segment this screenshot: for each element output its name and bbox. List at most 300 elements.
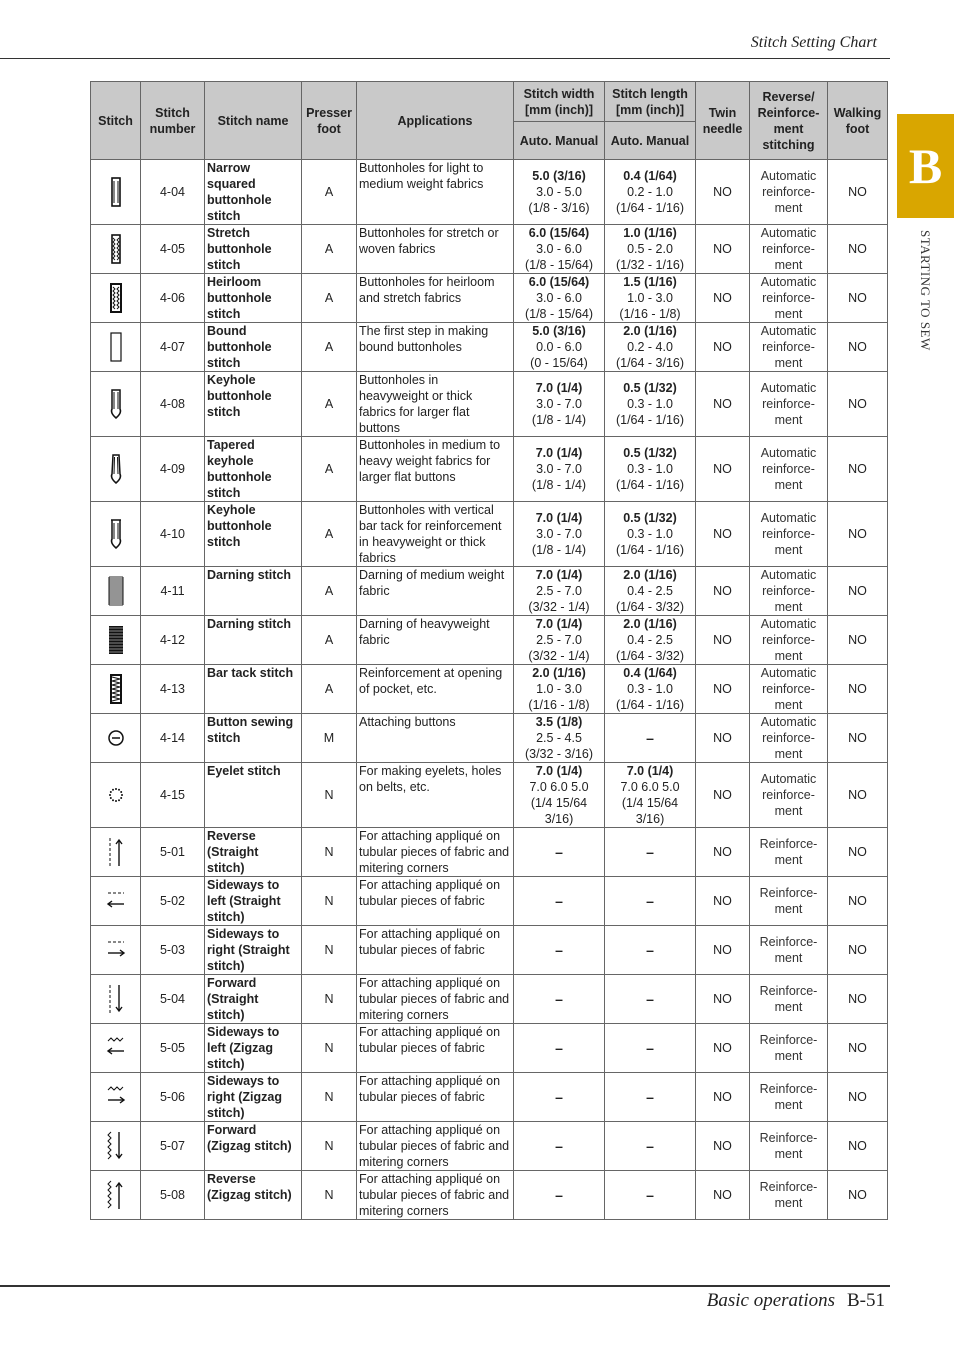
applications: For attaching appliqué on tubular pieces of fabric and mitering corners [357,1171,514,1220]
stitch-length-auto: – [646,1186,654,1203]
twin-needle: NO [696,1073,750,1122]
applications: Buttonholes with vertical bar tack for reinforcement in heavyweight or thick fabrics [357,502,514,567]
stitch-number: 4-08 [141,372,205,437]
stitch-width [514,714,605,763]
stitch-icon-cell [91,567,141,616]
stitch-length-manual: 0.4 - 2.5 (1/64 - 3/32) [615,584,685,614]
stitch-width [514,1171,605,1220]
presser-foot: A [302,437,357,502]
stitch-width-auto: 5.0 (3/16) [532,169,586,183]
stitch-width [514,616,605,665]
stitch-width-manual: 7.0 6.0 5.0 (1/4 15/64 3/16) [529,780,589,826]
sideways-left-zigzag-icon [106,1031,126,1065]
sideways-right-zigzag-icon [106,1080,126,1114]
reverse-reinforcement: Reinforce-ment [750,1122,828,1171]
stitch-length [605,714,696,763]
reverse-reinforcement: Automatic reinforce-ment [750,502,828,567]
stitch-length-auto: – [646,1088,654,1105]
stitch-name: Forward (Zigzag stitch) [205,1122,302,1171]
stitch-number: 4-11 [141,567,205,616]
walking-foot: NO [828,225,888,274]
twin-needle: NO [696,567,750,616]
table-row [91,714,888,763]
stitch-icon-cell [91,160,141,225]
twin-needle: NO [696,274,750,323]
forward-straight-icon [106,982,126,1016]
stitch-length-manual: 0.3 - 1.0 (1/64 - 1/16) [615,682,685,712]
stitch-number: 4-12 [141,616,205,665]
stitch-width-manual: 3.0 - 7.0 (1/8 - 1/4) [531,462,587,492]
twin-needle: NO [696,975,750,1024]
stitch-icon-cell [91,372,141,437]
stitch-length-auto: 1.5 (1/16) [623,275,677,289]
applications: Buttonholes for light to medium weight fabrics [357,160,514,225]
stitch-width-auto: – [555,1088,563,1105]
stretch-buttonhole-icon [106,232,126,266]
header-applications: Applications [357,82,514,160]
presser-foot: A [302,323,357,372]
presser-foot: A [302,502,357,567]
stitch-icon-cell [91,1073,141,1122]
heirloom-buttonhole-icon [106,281,126,315]
presser-foot: N [302,828,357,877]
stitch-length-auto: – [646,941,654,958]
stitch-length [605,502,696,567]
header-stitch-name: Stitch name [205,82,302,160]
applications: Buttonholes for heirloom and stretch fabrics [357,274,514,323]
stitch-width [514,567,605,616]
stitch-number: 5-03 [141,926,205,975]
stitch-icon-cell [91,828,141,877]
stitch-length-auto: – [646,729,654,746]
twin-needle: NO [696,665,750,714]
twin-needle: NO [696,828,750,877]
table-row [91,502,888,567]
table-row [91,372,888,437]
walking-foot: NO [828,926,888,975]
reverse-reinforcement: Automatic reinforce-ment [750,225,828,274]
forward-zigzag-icon [106,1129,126,1163]
stitch-name: Sideways to left (Straight stitch) [205,877,302,926]
stitch-width-auto: 6.0 (15/64) [528,275,590,289]
stitch-length [605,877,696,926]
stitch-length-auto: 0.5 (1/32) [623,446,677,460]
stitch-width-auto: – [555,1186,563,1203]
stitch-width [514,975,605,1024]
presser-foot: A [302,372,357,437]
walking-foot: NO [828,323,888,372]
reverse-reinforcement: Automatic reinforce-ment [750,714,828,763]
applications: Darning of medium weight fabric [357,567,514,616]
table-row [91,274,888,323]
reverse-reinforcement: Automatic reinforce-ment [750,274,828,323]
applications: Buttonholes in heavyweight or thick fabrics for larger flat buttons [357,372,514,437]
stitch-name: Tapered keyhole buttonhole stitch [205,437,302,502]
presser-foot: A [302,616,357,665]
reverse-reinforcement: Automatic reinforce-ment [750,665,828,714]
stitch-width-manual: 1.0 - 3.0 (1/16 - 1/8) [528,682,590,712]
stitch-length [605,274,696,323]
stitch-length-manual: 1.0 - 3.0 (1/16 - 1/8) [619,291,681,321]
twin-needle: NO [696,372,750,437]
applications: For making eyelets, holes on belts, etc. [357,763,514,828]
table-row [91,567,888,616]
stitch-icon-cell [91,877,141,926]
header-stitch-width: Stitch width [mm (inch)] [514,82,605,122]
stitch-icon-cell [91,502,141,567]
presser-foot: N [302,1024,357,1073]
bound-buttonhole-icon [106,330,126,364]
reverse-reinforcement: Automatic reinforce-ment [750,160,828,225]
stitch-number: 5-06 [141,1073,205,1122]
stitch-length-manual: 0.4 - 2.5 (1/64 - 3/32) [615,633,685,663]
header-length-auto-manual: Auto. Manual [605,122,696,160]
stitch-number: 5-08 [141,1171,205,1220]
stitch-number: 4-05 [141,225,205,274]
stitch-number: 5-01 [141,828,205,877]
stitch-width [514,763,605,828]
stitch-icon-cell [91,225,141,274]
stitch-length [605,437,696,502]
reverse-reinforcement: Automatic reinforce-ment [750,616,828,665]
header-stitch-length: Stitch length [mm (inch)] [605,82,696,122]
reverse-reinforcement: Automatic reinforce-ment [750,323,828,372]
header-stitch-number: Stitch number [141,82,205,160]
footer-divider [0,1285,890,1287]
stitch-length [605,372,696,437]
twin-needle: NO [696,160,750,225]
table-row [91,225,888,274]
stitch-name: Darning stitch [205,567,302,616]
walking-foot: NO [828,877,888,926]
stitch-icon-cell [91,1122,141,1171]
applications: Reinforcement at opening of pocket, etc. [357,665,514,714]
stitch-length-auto: 0.4 (1/64) [623,169,677,183]
stitch-name: Sideways to left (Zigzag stitch) [205,1024,302,1073]
walking-foot: NO [828,1073,888,1122]
twin-needle: NO [696,763,750,828]
stitch-width-auto: 7.0 (1/4) [535,381,583,395]
stitch-number: 4-07 [141,323,205,372]
stitch-length-auto: 0.5 (1/32) [623,381,677,395]
header-reverse-reinforcement: Reverse/ Reinforce-ment stitching [750,82,828,160]
stitch-width-auto: 3.5 (1/8) [535,715,583,729]
stitch-name: Sideways to right (Straight stitch) [205,926,302,975]
twin-needle: NO [696,1171,750,1220]
stitch-width-auto: 5.0 (3/16) [532,324,586,338]
stitch-icon-cell [91,714,141,763]
header-twin-needle: Twin needle [696,82,750,160]
stitch-length-auto: – [646,990,654,1007]
table-row [91,1073,888,1122]
header-presser-foot: Presser foot [302,82,357,160]
stitch-length-auto: 1.0 (1/16) [623,226,677,240]
stitch-width [514,502,605,567]
stitch-width [514,274,605,323]
applications: For attaching appliqué on tubular pieces of fabric and mitering corners [357,828,514,877]
applications: Buttonholes in medium to heavy weight fabrics for larger flat buttons [357,437,514,502]
applications: For attaching appliqué on tubular pieces of fabric [357,926,514,975]
table-row [91,763,888,828]
reverse-reinforcement: Reinforce-ment [750,1171,828,1220]
page-footer [707,1290,885,1312]
walking-foot: NO [828,372,888,437]
stitch-width [514,160,605,225]
applications: For attaching appliqué on tubular pieces of fabric [357,1024,514,1073]
twin-needle: NO [696,714,750,763]
table-row [91,323,888,372]
stitch-number: 5-05 [141,1024,205,1073]
table-row [91,926,888,975]
presser-foot: N [302,1171,357,1220]
walking-foot: NO [828,502,888,567]
stitch-width-auto: – [555,1039,563,1056]
presser-foot: N [302,763,357,828]
stitch-name: Reverse (Zigzag stitch) [205,1171,302,1220]
applications: The first step in making bound buttonholes [357,323,514,372]
stitch-length-auto: 2.0 (1/16) [623,617,677,631]
stitch-length [605,665,696,714]
stitch-name: Narrow squared buttonhole stitch [205,160,302,225]
sideways-right-straight-icon [106,933,126,967]
table-row [91,975,888,1024]
stitch-length-manual: 0.3 - 1.0 (1/64 - 1/16) [615,527,685,557]
presser-foot: M [302,714,357,763]
stitch-width-manual: 3.0 - 6.0 (1/8 - 15/64) [524,291,594,321]
stitch-width-auto: – [555,990,563,1007]
walking-foot: NO [828,714,888,763]
stitch-length [605,1073,696,1122]
stitch-icon-cell [91,665,141,714]
stitch-icon-cell [91,323,141,372]
chapter-side-label: STARTING TO SEW [918,230,933,351]
header-width-auto-manual: Auto. Manual [514,122,605,160]
reverse-reinforcement: Automatic reinforce-ment [750,372,828,437]
stitch-length [605,763,696,828]
footer-page-number: B-51 [847,1290,885,1311]
header-stitch: Stitch [91,82,141,160]
table-row [91,1122,888,1171]
presser-foot: A [302,665,357,714]
stitch-length [605,828,696,877]
stitch-width-auto: – [555,843,563,860]
stitch-width [514,828,605,877]
darning-medium-icon [106,574,126,608]
darning-heavy-icon [106,623,126,657]
stitch-width-manual: 2.5 - 4.5 (3/32 - 3/16) [524,731,594,761]
applications: For attaching appliqué on tubular pieces of fabric and mitering corners [357,1122,514,1171]
stitch-width [514,437,605,502]
stitch-length-auto: 0.5 (1/32) [623,511,677,525]
walking-foot: NO [828,274,888,323]
walking-foot: NO [828,567,888,616]
stitch-setting-table [90,81,888,1220]
stitch-length-auto: 2.0 (1/16) [623,568,677,582]
header-divider [0,58,890,59]
table-row [91,437,888,502]
applications: For attaching appliqué on tubular pieces of fabric [357,877,514,926]
stitch-width [514,877,605,926]
twin-needle: NO [696,616,750,665]
stitch-length-manual: 0.3 - 1.0 (1/64 - 1/16) [615,462,685,492]
table-row [91,665,888,714]
stitch-length [605,1171,696,1220]
twin-needle: NO [696,926,750,975]
twin-needle: NO [696,225,750,274]
stitch-width-auto: 7.0 (1/4) [535,764,583,778]
twin-needle: NO [696,877,750,926]
stitch-length-auto: – [646,1039,654,1056]
reverse-reinforcement: Reinforce-ment [750,926,828,975]
stitch-number: 5-07 [141,1122,205,1171]
presser-foot: N [302,926,357,975]
stitch-number: 4-06 [141,274,205,323]
stitch-icon-cell [91,1171,141,1220]
stitch-name: Darning stitch [205,616,302,665]
stitch-length [605,1024,696,1073]
stitch-length-auto: 0.4 (1/64) [623,666,677,680]
stitch-width-manual: 3.0 - 7.0 (1/8 - 1/4) [531,527,587,557]
walking-foot: NO [828,160,888,225]
walking-foot: NO [828,616,888,665]
twin-needle: NO [696,1122,750,1171]
stitch-length-auto: 7.0 (1/4) [626,764,674,778]
presser-foot: A [302,160,357,225]
stitch-width-auto: 7.0 (1/4) [535,446,583,460]
stitch-length-manual: 0.2 - 4.0 (1/64 - 3/16) [615,340,685,370]
chapter-tab: B [897,114,954,218]
stitch-length-manual: 7.0 6.0 5.0 (1/4 15/64 3/16) [620,780,680,826]
reverse-reinforcement: Reinforce-ment [750,975,828,1024]
stitch-name: Eyelet stitch [205,763,302,828]
stitch-width-manual: 3.0 - 5.0 (1/8 - 3/16) [528,185,590,215]
stitch-width [514,665,605,714]
keyhole-buttonhole-icon [106,387,126,421]
walking-foot: NO [828,828,888,877]
presser-foot: N [302,1122,357,1171]
stitch-width-manual: 3.0 - 6.0 (1/8 - 15/64) [524,242,594,272]
keyhole-bartack-buttonhole-icon [106,517,126,551]
walking-foot: NO [828,763,888,828]
stitch-number: 4-15 [141,763,205,828]
reverse-reinforcement: Reinforce-ment [750,1024,828,1073]
stitch-number: 4-14 [141,714,205,763]
reverse-reinforcement: Reinforce-ment [750,828,828,877]
stitch-width [514,372,605,437]
walking-foot: NO [828,665,888,714]
table-row [91,616,888,665]
sideways-left-straight-icon [106,884,126,918]
stitch-name: Heirloom buttonhole stitch [205,274,302,323]
stitch-width-auto: – [555,1137,563,1154]
twin-needle: NO [696,437,750,502]
presser-foot: A [302,274,357,323]
stitch-name: Bound buttonhole stitch [205,323,302,372]
stitch-width-auto: 6.0 (15/64) [528,226,590,240]
reverse-reinforcement: Automatic reinforce-ment [750,567,828,616]
presser-foot: N [302,1073,357,1122]
stitch-icon-cell [91,437,141,502]
walking-foot: NO [828,1122,888,1171]
stitch-length [605,975,696,1024]
stitch-width-manual: 3.0 - 7.0 (1/8 - 1/4) [531,397,587,427]
stitch-number: 4-10 [141,502,205,567]
stitch-name: Keyhole buttonhole stitch [205,502,302,567]
button-sewing-icon [106,721,126,755]
stitch-length [605,567,696,616]
applications: Darning of heavyweight fabric [357,616,514,665]
presser-foot: N [302,975,357,1024]
walking-foot: NO [828,975,888,1024]
applications: For attaching appliqué on tubular pieces of fabric [357,1073,514,1122]
stitch-width [514,323,605,372]
stitch-width [514,1073,605,1122]
stitch-name: Keyhole buttonhole stitch [205,372,302,437]
walking-foot: NO [828,1171,888,1220]
stitch-name: Reverse (Straight stitch) [205,828,302,877]
stitch-width-manual: 2.5 - 7.0 (3/32 - 1/4) [528,584,590,614]
applications: Attaching buttons [357,714,514,763]
stitch-width-auto: 7.0 (1/4) [535,568,583,582]
walking-foot: NO [828,1024,888,1073]
stitch-length-auto: 2.0 (1/16) [623,324,677,338]
stitch-width [514,926,605,975]
presser-foot: A [302,567,357,616]
stitch-icon-cell [91,926,141,975]
stitch-length [605,1122,696,1171]
stitch-name: Button sewing stitch [205,714,302,763]
stitch-width-auto: – [555,892,563,909]
stitch-width-auto: 7.0 (1/4) [535,617,583,631]
stitch-width-auto: – [555,941,563,958]
stitch-length [605,160,696,225]
walking-foot: NO [828,437,888,502]
stitch-number: 4-09 [141,437,205,502]
twin-needle: NO [696,502,750,567]
reverse-straight-icon [106,835,126,869]
stitch-width-auto: 2.0 (1/16) [532,666,586,680]
table-row [91,160,888,225]
applications: For attaching appliqué on tubular pieces of fabric and mitering corners [357,975,514,1024]
bar-tack-icon [106,672,126,706]
stitch-name: Forward (Straight stitch) [205,975,302,1024]
stitch-name: Bar tack stitch [205,665,302,714]
stitch-name: Sideways to right (Zigzag stitch) [205,1073,302,1122]
stitch-icon-cell [91,616,141,665]
stitch-number: 5-04 [141,975,205,1024]
stitch-width [514,225,605,274]
stitch-length [605,225,696,274]
presser-foot: N [302,877,357,926]
twin-needle: NO [696,1024,750,1073]
stitch-width [514,1024,605,1073]
reverse-reinforcement: Reinforce-ment [750,1073,828,1122]
reverse-zigzag-icon [106,1178,126,1212]
reverse-reinforcement: Reinforce-ment [750,877,828,926]
tapered-keyhole-buttonhole-icon [106,452,126,486]
stitch-length [605,926,696,975]
reverse-reinforcement: Automatic reinforce-ment [750,763,828,828]
stitch-length-auto: – [646,843,654,860]
header-walking-foot: Walking foot [828,82,888,160]
narrow-squared-buttonhole-icon [106,175,126,209]
stitch-width-manual: 2.5 - 7.0 (3/32 - 1/4) [528,633,590,663]
stitch-icon-cell [91,763,141,828]
stitch-icon-cell [91,1024,141,1073]
presser-foot: A [302,225,357,274]
stitch-length-manual: 0.3 - 1.0 (1/64 - 1/16) [615,397,685,427]
table-row [91,828,888,877]
